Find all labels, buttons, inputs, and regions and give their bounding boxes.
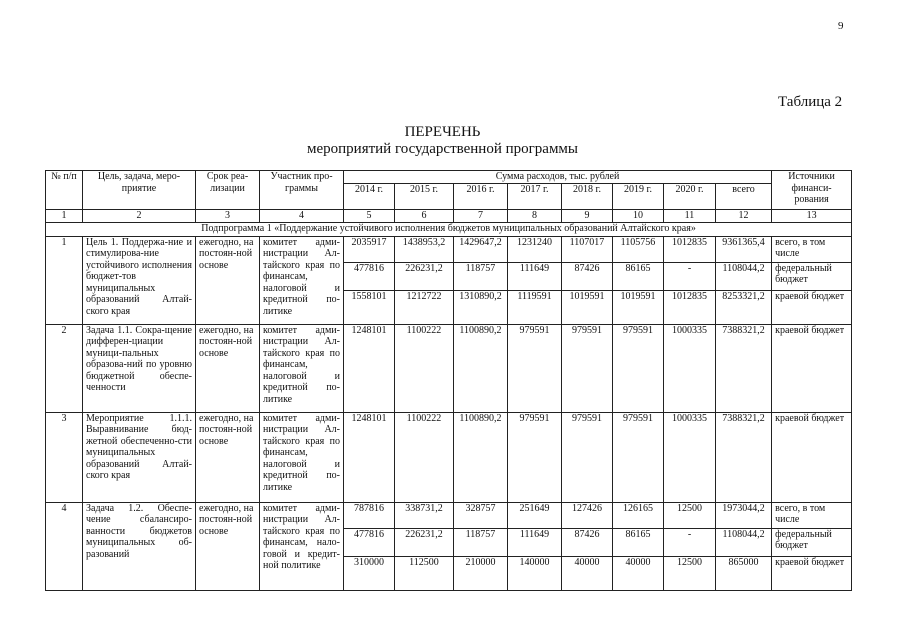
amount-2014: 1248101 xyxy=(344,412,395,502)
amount-2020: 12500 xyxy=(664,556,716,590)
amount-2016: 1429647,2 xyxy=(454,236,508,262)
amount-2016: 210000 xyxy=(454,556,508,590)
program-participant: комитет адми-нистрации Ал-тайского края по финансам, налоговой и кредитной по-литике xyxy=(260,236,344,324)
amount-2019: 40000 xyxy=(613,556,664,590)
program-participant: комитет адми-нистрации Ал-тайского края по финансам, налоговой и кредитной по-литике xyxy=(260,324,344,412)
row-number: 3 xyxy=(46,412,83,502)
amount-2017: 979591 xyxy=(508,412,562,502)
amount-2017: 1231240 xyxy=(508,236,562,262)
amount-2014: 310000 xyxy=(344,556,395,590)
amount-2020: 12500 xyxy=(664,502,716,528)
subprogram-title: Подпрограмма 1 «Поддержание устойчивого исполнения бюджетов муниципальных образований Алтайского края» xyxy=(46,222,852,236)
amount-2015: 112500 xyxy=(395,556,454,590)
amount-2015: 226231,2 xyxy=(395,262,454,290)
program-participant: комитет адми-нистрации Ал-тайского края по финансам, налоговой и кредитной по-литике xyxy=(260,412,344,502)
amount-2016: 1100890,2 xyxy=(454,412,508,502)
amount-2019: 126165 xyxy=(613,502,664,528)
funding-source: краевой бюджет xyxy=(772,324,852,412)
amount-2019: 86165 xyxy=(613,528,664,556)
header-sum-group: Сумма расходов, тыс. рублей xyxy=(344,171,772,184)
amount-2018: 1019591 xyxy=(562,290,613,324)
table-label: Таблица 2 xyxy=(778,94,843,110)
col-number: 4 xyxy=(260,210,344,223)
amount-total: 7388321,2 xyxy=(716,412,772,502)
header-total: всего xyxy=(716,184,772,210)
amount-2017: 111649 xyxy=(508,262,562,290)
col-number: 12 xyxy=(716,210,772,223)
implementation-term: ежегодно, на постоян-ной основе xyxy=(196,236,260,324)
page-number: 9 xyxy=(838,20,844,32)
amount-2016: 328757 xyxy=(454,502,508,528)
measure-name: Мероприятие 1.1.1. Выравнивание бюд-жетной обеспеченно-сти муниципальных образований Алтай-ского края xyxy=(83,412,196,502)
implementation-term: ежегодно, на постоян-ной основе xyxy=(196,324,260,412)
funding-source: федеральный бюджет xyxy=(772,528,852,556)
amount-total: 9361365,4 xyxy=(716,236,772,262)
col-number: 5 xyxy=(344,210,395,223)
amount-2020: - xyxy=(664,528,716,556)
header-participant: Участник про-граммы xyxy=(260,171,344,210)
table-row xyxy=(46,236,852,262)
amount-2018: 40000 xyxy=(562,556,613,590)
col-number: 8 xyxy=(508,210,562,223)
program-participant: комитет адми-нистрации Ал-тайского края по финансам, нало-говой и кредит-ной политике xyxy=(260,502,344,590)
amount-2015: 1212722 xyxy=(395,290,454,324)
document-title: ПЕРЕЧЕНЬ xyxy=(404,124,481,140)
amount-2014: 1248101 xyxy=(344,324,395,412)
col-number: 3 xyxy=(196,210,260,223)
funding-source: краевой бюджет xyxy=(772,290,852,324)
amount-2014: 477816 xyxy=(344,528,395,556)
document-subtitle: мероприятий государственной программы xyxy=(306,141,579,157)
header-term: Срок реа-лизации xyxy=(196,171,260,210)
header-year-2017: 2017 г. xyxy=(508,184,562,210)
measure-name: Задача 1.1. Сокра-щение дифферен-циации муници-пальных образова-ний по уровню бюджетной обеспе-ченности xyxy=(83,324,196,412)
amount-2020: 1012835 xyxy=(664,236,716,262)
amount-total: 1973044,2 xyxy=(716,502,772,528)
amount-2019: 979591 xyxy=(613,412,664,502)
header-num: № п/п xyxy=(46,171,83,210)
amount-2017: 111649 xyxy=(508,528,562,556)
row-number: 2 xyxy=(46,324,83,412)
funding-source: краевой бюджет xyxy=(772,412,852,502)
measure-name: Цель 1. Поддержа-ние и стимулирова-ние устойчивого исполнения бюджет-тов муниципальных образований Алтай-ского края xyxy=(83,236,196,324)
amount-2014: 477816 xyxy=(344,262,395,290)
table-row xyxy=(46,502,852,528)
amount-2018: 87426 xyxy=(562,528,613,556)
col-number: 1 xyxy=(46,210,83,223)
amount-2018: 979591 xyxy=(562,324,613,412)
amount-2019: 979591 xyxy=(613,324,664,412)
amount-2017: 140000 xyxy=(508,556,562,590)
amount-2015: 1438953,2 xyxy=(395,236,454,262)
row-number: 4 xyxy=(46,502,83,590)
funding-source: всего, в том числе xyxy=(772,502,852,528)
amount-2018: 87426 xyxy=(562,262,613,290)
amount-2015: 1100222 xyxy=(395,412,454,502)
amount-2014: 1558101 xyxy=(344,290,395,324)
implementation-term: ежегодно, на постоян-ной основе xyxy=(196,502,260,590)
amount-2017: 979591 xyxy=(508,324,562,412)
funding-source: краевой бюджет xyxy=(772,556,852,590)
table-row xyxy=(46,324,852,412)
amount-2018: 979591 xyxy=(562,412,613,502)
amount-2019: 86165 xyxy=(613,262,664,290)
header-year-2015: 2015 г. xyxy=(395,184,454,210)
header-year-2020: 2020 г. xyxy=(664,184,716,210)
amount-2015: 1100222 xyxy=(395,324,454,412)
amount-total: 7388321,2 xyxy=(716,324,772,412)
header-year-2016: 2016 г. xyxy=(454,184,508,210)
amount-2019: 1105756 xyxy=(613,236,664,262)
amount-total: 8253321,2 xyxy=(716,290,772,324)
amount-2015: 226231,2 xyxy=(395,528,454,556)
col-number: 11 xyxy=(664,210,716,223)
measures-table xyxy=(45,170,852,591)
amount-total: 865000 xyxy=(716,556,772,590)
amount-2017: 1119591 xyxy=(508,290,562,324)
col-number: 7 xyxy=(454,210,508,223)
amount-2019: 1019591 xyxy=(613,290,664,324)
amount-total: 1108044,2 xyxy=(716,528,772,556)
column-number-row xyxy=(46,210,852,223)
amount-2016: 118757 xyxy=(454,528,508,556)
header-goal: Цель, задача, меро-приятие xyxy=(83,171,196,210)
header-year-2018: 2018 г. xyxy=(562,184,613,210)
col-number: 6 xyxy=(395,210,454,223)
table-row xyxy=(46,412,852,502)
amount-2016: 118757 xyxy=(454,262,508,290)
amount-2014: 787816 xyxy=(344,502,395,528)
funding-source: всего, в том числе xyxy=(772,236,852,262)
amount-2020: - xyxy=(664,262,716,290)
amount-2020: 1000335 xyxy=(664,412,716,502)
measure-name: Задача 1.2. Обеспе-чение сбалансиро-ванности бюджетов муниципальных об-разований xyxy=(83,502,196,590)
col-number: 10 xyxy=(613,210,664,223)
implementation-term: ежегодно, на постоян-ной основе xyxy=(196,412,260,502)
amount-2017: 251649 xyxy=(508,502,562,528)
col-number: 9 xyxy=(562,210,613,223)
amount-2020: 1012835 xyxy=(664,290,716,324)
amount-2016: 1100890,2 xyxy=(454,324,508,412)
col-number: 2 xyxy=(83,210,196,223)
amount-2014: 2035917 xyxy=(344,236,395,262)
header-sources: Источники финанси-рования xyxy=(772,171,852,210)
amount-total: 1108044,2 xyxy=(716,262,772,290)
amount-2018: 1107017 xyxy=(562,236,613,262)
amount-2018: 127426 xyxy=(562,502,613,528)
amount-2015: 338731,2 xyxy=(395,502,454,528)
col-number: 13 xyxy=(772,210,852,223)
header-year-2019: 2019 г. xyxy=(613,184,664,210)
amount-2020: 1000335 xyxy=(664,324,716,412)
funding-source: федеральный бюджет xyxy=(772,262,852,290)
amount-2016: 1310890,2 xyxy=(454,290,508,324)
row-number: 1 xyxy=(46,236,83,324)
header-year-2014: 2014 г. xyxy=(344,184,395,210)
